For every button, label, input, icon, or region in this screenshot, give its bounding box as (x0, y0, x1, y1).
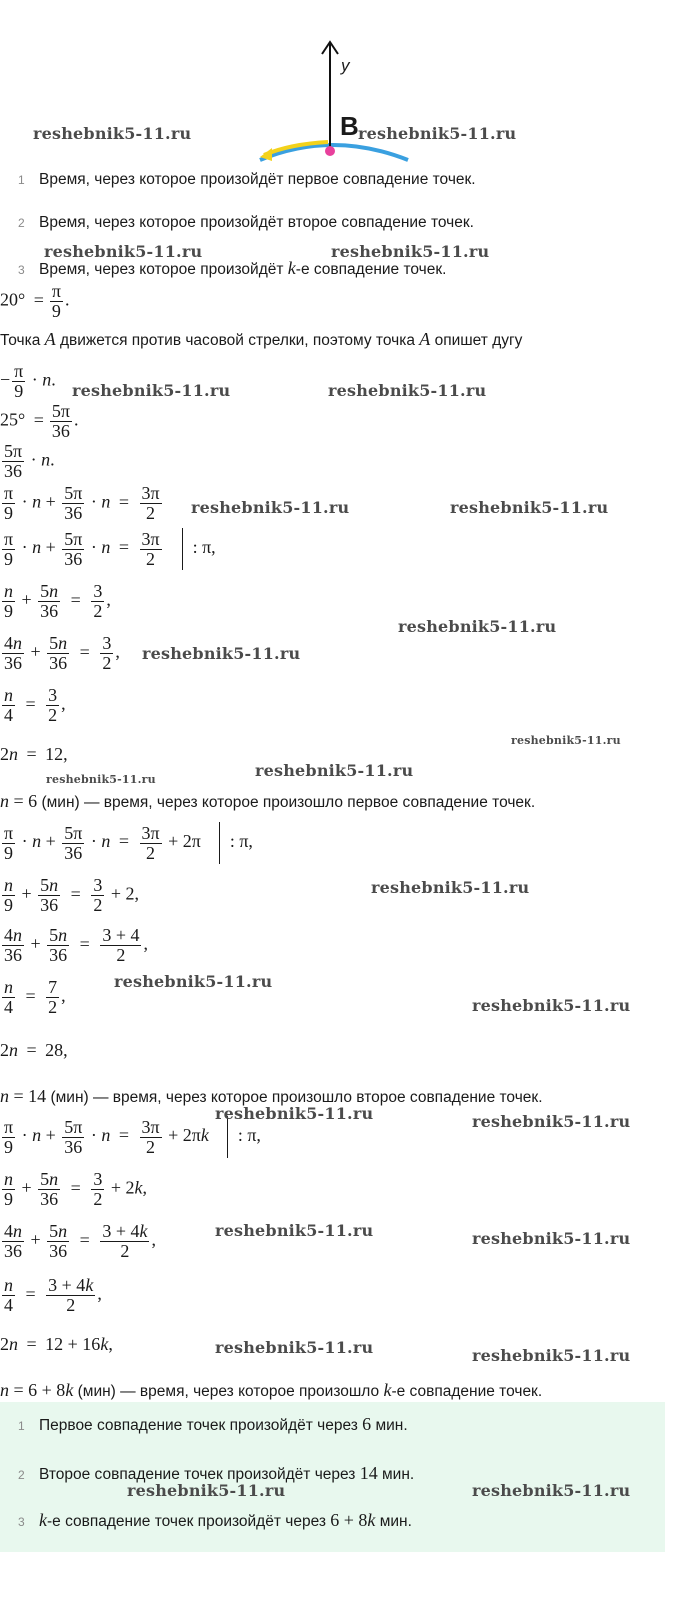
watermark: reshebnik5-11.ru (472, 1229, 631, 1248)
equation-1-step2: $\frac{4n}{36}$ + $\frac{5n}{36}$ = $\frac{3}{2}$ , (4, 633, 120, 673)
watermark: reshebnik5-11.ru (215, 1221, 374, 1240)
circle-diagram (250, 38, 420, 168)
question-item (18, 258, 446, 280)
watermark: reshebnik5-11.ru (142, 644, 301, 663)
question-item (18, 213, 474, 233)
list-number: 3 (18, 1515, 25, 1529)
var-k: k (287, 258, 296, 278)
watermark: reshebnik5-11.ru (472, 1346, 631, 1365)
watermark: reshebnik5-11.ru (331, 242, 490, 261)
watermark: reshebnik5-11.ru (358, 124, 517, 143)
equation-sum: $\frac{\pi}{9}$ · n + $\frac{5\pi}{36}$ · n = $\frac{3\pi}{2}$ (4, 483, 160, 523)
question-text-pre: Время, через которое произойдёт (39, 261, 288, 278)
answer-item: 3 k-е совпадение точек произойдёт через 6 + 8k мин. (18, 1510, 412, 1530)
watermark: reshebnik5-11.ru (450, 498, 609, 517)
k-coincidence-result: n = 6 + 8k (мин) — время, через которое произошло k-е совпадение точек. (0, 1380, 543, 1400)
equation-k-step4: 2n = 12 + 16k, (0, 1334, 113, 1354)
watermark: reshebnik5-11.ru (472, 1481, 631, 1500)
question-text: Время, через которое произойдёт первое совпадение точек. (39, 171, 476, 188)
watermark: reshebnik5-11.ru (127, 1481, 286, 1500)
y-axis-label: y (341, 56, 350, 75)
watermark: reshebnik5-11.ru (472, 996, 631, 1015)
equation-k-step3: $\frac{n}{4}$ = $\frac{3 + 4k}{2}$ , (4, 1275, 102, 1315)
paragraph-point-a: Точка A движется против часовой стрелки, поэтому точка A опишет дугу (0, 329, 523, 349)
watermark: reshebnik5-11.ru (44, 242, 203, 261)
equation-2-main: $\frac{\pi}{9}$ · n + $\frac{5\pi}{36}$ · n = $\frac{3\pi}{2}$ + 2π : π, (4, 822, 253, 863)
equation-1-step4: 2n = 12, (0, 744, 68, 764)
watermark: reshebnik5-11.ru (511, 734, 621, 747)
equation-k-step1: $\frac{n}{9}$ + $\frac{5n}{36}$ = $\frac{3}{2}$ + 2k, (4, 1169, 147, 1209)
first-coincidence-result: n = 6 (мин) — время, через которое произошло первое совпадение точек. (0, 791, 536, 811)
list-number: 2 (18, 216, 25, 230)
watermark: reshebnik5-11.ru (215, 1338, 374, 1357)
question-item (18, 170, 476, 190)
watermark: reshebnik5-11.ru (33, 124, 192, 143)
watermark: reshebnik5-11.ru (371, 878, 530, 897)
watermark: reshebnik5-11.ru (255, 761, 414, 780)
equation-k-step2: $\frac{4n}{36}$ + $\frac{5n}{36}$ = $\frac{3 + 4k}{2}$ , (4, 1221, 156, 1261)
equation-1-step1: $\frac{n}{9}$ + $\frac{5n}{36}$ = $\frac{3}{2}$ , (4, 581, 111, 621)
watermark: reshebnik5-11.ru (114, 972, 273, 991)
list-number: 3 (18, 263, 25, 277)
answer-k-value: 6 + 8k (330, 1510, 376, 1530)
question-text: Время, через которое произойдёт второе совпадение точек. (39, 214, 474, 231)
watermark: reshebnik5-11.ru (472, 1112, 631, 1131)
watermark: reshebnik5-11.ru (215, 1104, 374, 1123)
watermark: reshebnik5-11.ru (398, 617, 557, 636)
equation-2-step4: 2n = 28, (0, 1040, 68, 1060)
watermark: reshebnik5-11.ru (46, 773, 156, 786)
answer-item: 1 Первое совпадение точек произойдёт через 6 мин. (18, 1414, 408, 1434)
question-text-post: -е совпадение точек. (295, 261, 447, 278)
list-number: 1 (18, 1419, 25, 1433)
list-number: 2 (18, 1468, 25, 1482)
watermark: reshebnik5-11.ru (72, 381, 231, 400)
equation-k-main: $\frac{\pi}{9}$ · n + $\frac{5\pi}{36}$ · n = $\frac{3\pi}{2}$ + 2πk : π, (4, 1116, 261, 1157)
equation-2-step1: $\frac{n}{9}$ + $\frac{5n}{36}$ = $\frac{3}{2}$ + 2, (4, 875, 139, 915)
point-b-label: B (340, 111, 359, 141)
equation-2-step3: $\frac{n}{4}$ = $\frac{7}{2}$ , (4, 977, 66, 1017)
equation-1-step3: $\frac{n}{4}$ = $\frac{3}{2}$ , (4, 685, 66, 725)
formula-arc-b: $\frac{5\pi}{36}$ · n. (4, 441, 55, 481)
answer-item: 2 Второе совпадение точек произойдёт через 14 мин. (18, 1463, 415, 1483)
formula-20deg: 20° = $\frac{\pi}{9}$ . (0, 281, 70, 321)
equation-2-step2: $\frac{4n}{36}$ + $\frac{5n}{36}$ = $\frac{3 + 4}{2}$ , (4, 925, 148, 965)
watermark: reshebnik5-11.ru (191, 498, 350, 517)
second-coincidence-result: n = 14 (мин) — время, через которое произошло второе совпадение точек. (0, 1086, 543, 1106)
list-number: 1 (18, 173, 25, 187)
equation-1-main: $\frac{\pi}{9}$ · n + $\frac{5\pi}{36}$ · n = $\frac{3\pi}{2}$ : π, (4, 528, 216, 569)
formula-25deg: 25° = $\frac{5\pi}{36}$ . (0, 401, 79, 441)
formula-arc-a: − $\frac{\pi}{9}$ · n. (0, 361, 56, 401)
watermark: reshebnik5-11.ru (328, 381, 487, 400)
point-b-marker (325, 146, 335, 156)
